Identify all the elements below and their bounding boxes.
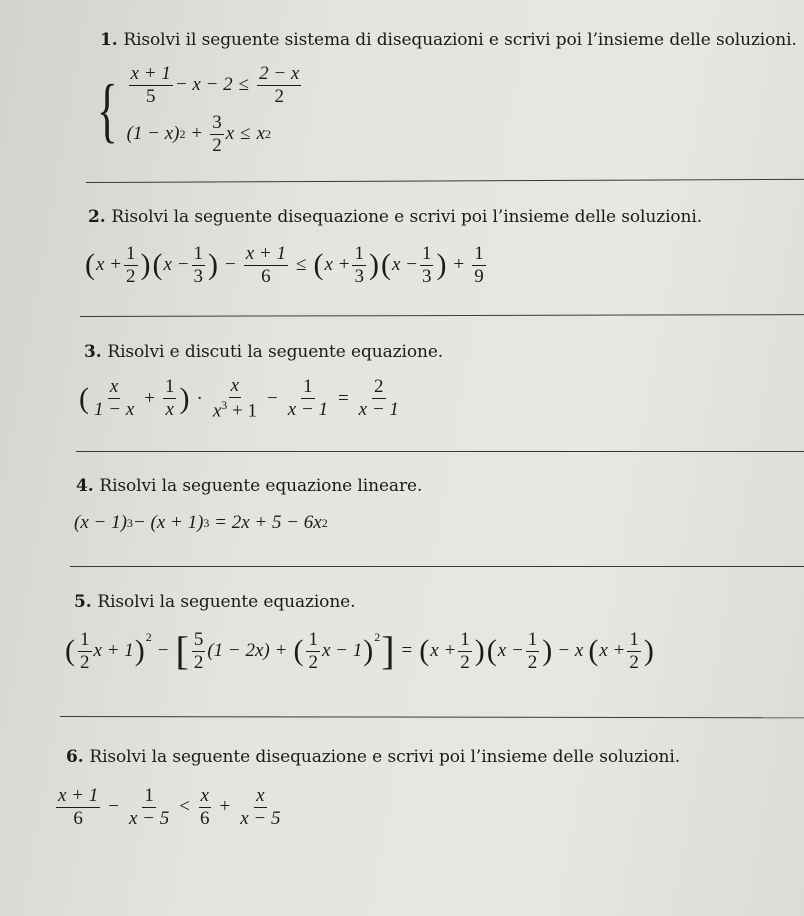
exercise-4-equation: (x − 1) 3 − (x + 1) 3 = 2x + 5 − 6x 2: [74, 512, 328, 533]
exercise-3-title: [84, 342, 443, 362]
system-line-1: $\frac{x + 1}{5}$ − x − 2 ≤ $\frac{2 - x}{2}$: [130, 63, 300, 107]
exercise-2-inequality: ( x + $\frac{1}{2}$ ) ( x − $\frac{1}{3}$ ) − $\frac{x + 1}{6}$ ≤ ( x + $\frac{1}{3}$ ) ( x − $\frac{1}{3}$ ) + $\frac{1}{9}$: [85, 243, 484, 287]
system-brace: {: [96, 69, 118, 150]
exercise-1-system: [90, 64, 303, 156]
exercise-6-inequality: $\frac{x + 1}{6}$ − $\frac{1}{x - 5}$ < $\frac{x}{6}$ + $\frac{x}{x - 5}$: [58, 785, 281, 829]
exercise-text: Risolvi la seguente equazione lineare.: [99, 476, 423, 496]
separator-line: [70, 566, 804, 567]
separator-line: [76, 451, 804, 452]
separator-line: [80, 314, 804, 317]
exercise-text: Risolvi e discuti la seguente equazione.: [107, 342, 444, 362]
separator-line: [60, 716, 804, 718]
exercise-number: 4.: [76, 476, 94, 496]
exercise-2-title: [88, 207, 702, 227]
exercise-5-title: [74, 592, 355, 612]
exercise-4-title: [76, 476, 422, 496]
exercise-number: 3.: [84, 342, 102, 362]
exercise-number: 5.: [74, 592, 92, 612]
exercise-1-title: [100, 30, 797, 50]
exercise-3-equation: ( $\frac{x}{1 - x}$ + $\frac{1}{x}$ ) · $\frac{x}{x^3 + 1}$ − $\frac{1}{x - 1}$ = $\frac{2}{x - 1}$: [79, 375, 399, 422]
exercise-number: 6.: [66, 747, 84, 767]
exercise-text: Risolvi la seguente disequazione e scrivi poi l’insieme delle soluzioni.: [89, 747, 681, 767]
exercise-5-equation: ( $\frac{1}{2}$ x + 1 ) $^2$ − [ $\frac{5}{2}$ (1 − 2x) + ( $\frac{1}{2}$ x − 1 ) $^2$ ] = ( x + $\frac{1}{2}$ ) ( x − $\frac{1}{2}$ ) − x ( x + $\frac{1}{2}$ ): [65, 628, 654, 674]
exercise-text: Risolvi il seguente sistema di disequazioni e scrivi poi l’insieme delle soluzioni.: [123, 30, 797, 50]
exercise-text: Risolvi la seguente equazione.: [97, 592, 356, 612]
exercise-number: 2.: [88, 207, 106, 227]
separator-line: [86, 179, 804, 183]
exercise-text: Risolvi la seguente disequazione e scrivi poi l’insieme delle soluzioni.: [111, 207, 703, 227]
exercise-number: 1.: [100, 30, 118, 50]
system-line-2: (1 − x) 2 + $\frac{3}{2}$ x ≤ x 2: [126, 111, 272, 156]
exercise-6-title: [66, 747, 680, 767]
